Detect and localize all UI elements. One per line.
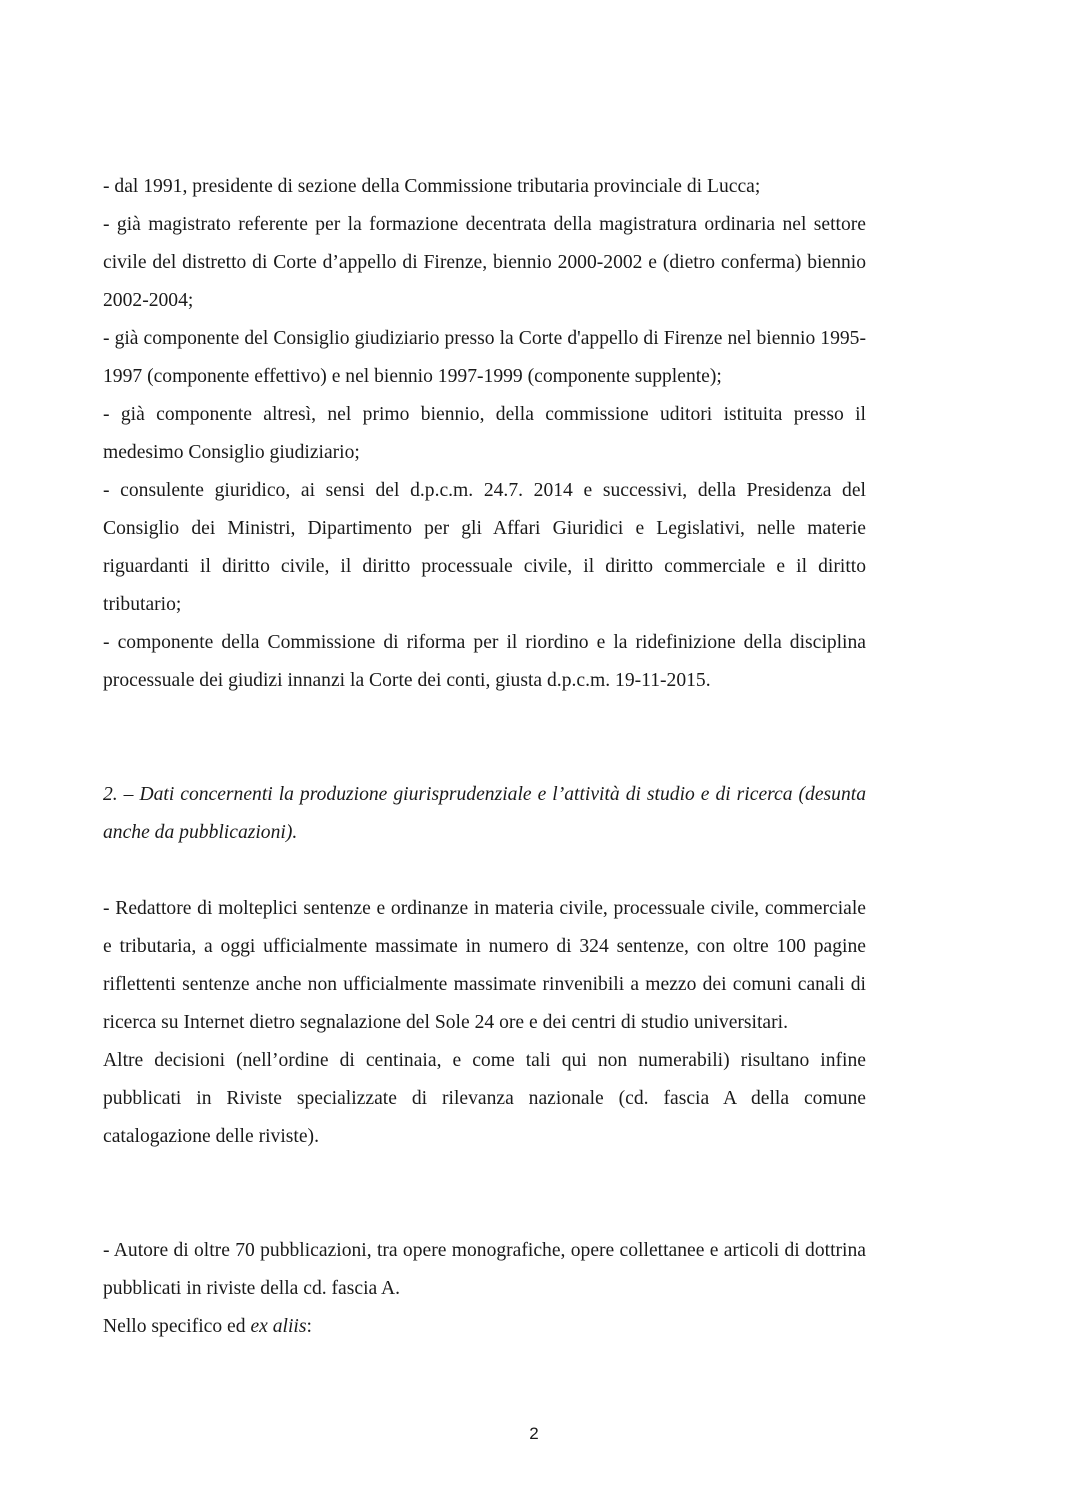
appointments-list <box>103 168 866 700</box>
list-item: - componente della Commissione di riforma per il riordino e la ridefinizione della disciplina processuale dei giudizi innanzi la Corte dei conti, giusta d.p.c.m. 19-11-2015. <box>103 632 866 691</box>
list-item: - consulente giuridico, ai sensi del d.p.c.m. 24.7. 2014 e successivi, della Presidenza del Consiglio dei Ministri, Dipartimento per gli Affari Giuridici e Legislativi, nelle materie riguardanti il diritto civile, il diritto processuale civile, il diritto commerciale e il diritto tributario; <box>103 480 866 615</box>
page-number: 2 <box>529 1424 539 1443</box>
closing-prefix: Nello specifico ed <box>103 1316 251 1337</box>
publications-block <box>103 1232 866 1346</box>
list-item: - già componente del Consiglio giudiziario presso la Corte d'appello di Firenze nel biennio 1995-1997 (componente effettivo) e nel biennio 1997-1999 (componente supplente); <box>103 328 866 387</box>
list-item: - dal 1991, presidente di sezione della Commissione tributaria provinciale di Lucca; <box>103 176 761 197</box>
closing-line <box>103 1308 866 1346</box>
list-item: - già componente altresì, nel primo biennio, della commissione uditori istituita presso il medesimo Consiglio giudiziario; <box>103 404 866 463</box>
closing-italic: ex aliis <box>250 1316 307 1337</box>
list-item: - già magistrato referente per la formazione decentrata della magistratura ordinaria nel settore civile del distretto di Corte d’appello di Firenze, biennio 2000-2002 e (dietro conferma) biennio 2002-2004; <box>103 214 866 311</box>
section-heading-block <box>103 776 866 852</box>
closing-suffix: : <box>306 1316 312 1337</box>
section-heading: 2. – Dati concernenti la produzione giurisprudenziale e l’attività di studio e di ricerca (desunta anche da pubblicazioni). <box>103 784 866 843</box>
jurisprudence-block <box>103 890 866 1156</box>
paragraph: - Autore di oltre 70 pubblicazioni, tra opere monografiche, opere collettanee e articoli di dottrina pubblicati in riviste della cd. fascia A. <box>103 1240 866 1299</box>
paragraph: Altre decisioni (nell’ordine di centinaia, e come tali qui non numerabili) risultano infine pubblicati in Riviste specializzate di rilevanza nazionale (cd. fascia A della comune catalogazione delle riviste). <box>103 1050 866 1147</box>
paragraph: - Redattore di molteplici sentenze e ordinanze in materia civile, processuale civile, commerciale e tributaria, a oggi ufficialmente massimate in numero di 324 sentenze, con oltre 100 pagine riflettenti sentenze anche non ufficialmente massimate rinvenibili a mezzo dei comuni canali di ricerca su Internet dietro segnalazione del Sole 24 ore e dei centri di studio universitari. <box>103 898 866 1033</box>
